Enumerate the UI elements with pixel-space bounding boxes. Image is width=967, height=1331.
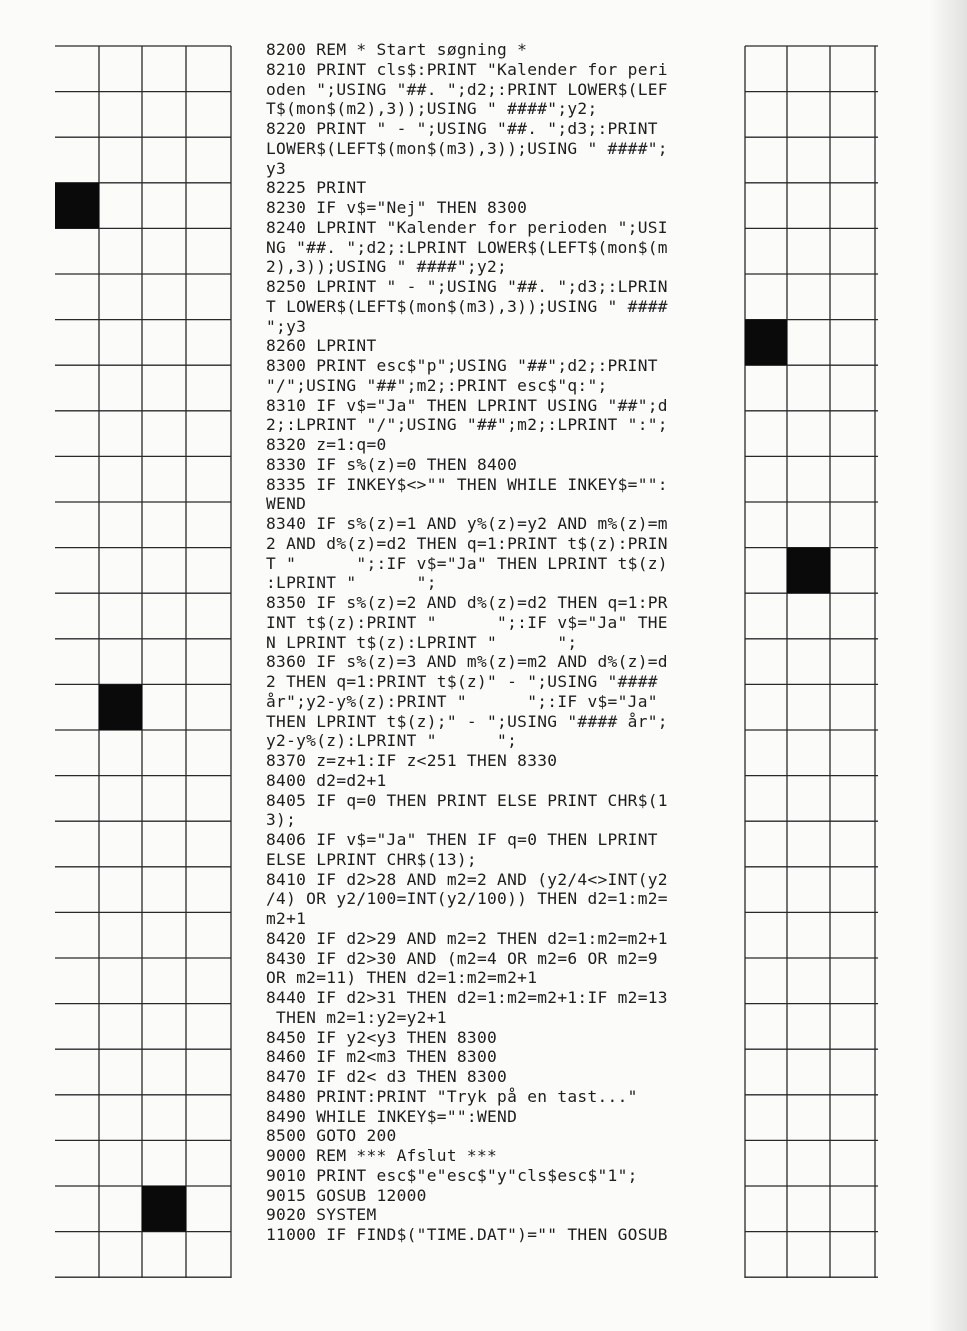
- code-line: 8320 z=1:q=0: [266, 435, 387, 454]
- code-line: 2),3));USING " ####";y2;: [266, 257, 508, 277]
- code-line: 2 AND d%(z)=d2 THEN q=1:PRINT t$(z):PRIN: [266, 533, 668, 553]
- code-line: 8340 IF s%(z)=1 AND y%(z)=y2 AND m%(z)=m: [266, 514, 668, 533]
- code-line: 8240 LPRINT "Kalender for perioden ";USI: [266, 217, 668, 237]
- code-line: 8335 IF INKEY$<>"" THEN WHILE INKEY$="":: [266, 474, 668, 494]
- code-line: 8300 PRINT esc$"p";USING "##";d2;:PRINT: [266, 356, 658, 375]
- code-line: 8250 LPRINT " - ";USING "##. ";d3;:LPRIN: [266, 277, 668, 296]
- code-line: 8410 IF d2>28 AND m2=2 AND (y2/4<>INT(y2: [266, 869, 668, 889]
- code-line: "/";USING "##";m2;:PRINT esc$"q:";: [266, 375, 608, 395]
- code-line: 9015 GOSUB 12000: [266, 1185, 427, 1205]
- code-line: 9000 REM *** Afslut ***: [266, 1146, 498, 1165]
- grid-marker-square: [745, 320, 787, 366]
- code-line: 8430 IF d2>30 AND (m2=4 OR m2=6 OR m2=9: [266, 948, 658, 968]
- code-line: LOWER$(LEFT$(mon$(m3),3));USING " ####";: [266, 138, 668, 158]
- code-line: ELSE LPRINT CHR$(13);: [266, 849, 477, 869]
- code-line: 8330 IF s%(z)=0 THEN 8400: [266, 454, 518, 474]
- code-line: 2 THEN q=1:PRINT t$(z)" - ";USING "####: [266, 672, 658, 691]
- code-line: NG "##. ";d2;:LPRINT LOWER$(LEFT$(mon$(m: [266, 237, 668, 257]
- code-line: 8200 REM * Start søgning *: [266, 40, 528, 59]
- code-line: 8210 PRINT cls$:PRINT "Kalender for peri: [266, 59, 668, 79]
- code-line: T$(mon$(m2),3));USING " ####";y2;: [266, 99, 598, 119]
- code-line: 8370 z=z+1:IF z<251 THEN 8330: [266, 751, 558, 770]
- code-line: 3);: [266, 810, 297, 830]
- code-line: ";y3: [266, 316, 307, 336]
- code-line: 8230 IF v$="Nej" THEN 8300: [266, 198, 528, 217]
- basic-code-listing: [266, 40, 736, 1245]
- code-line: 8350 IF s%(z)=2 AND d%(z)=d2 THEN q=1:PR: [266, 593, 668, 612]
- code-line: 8480 PRINT:PRINT "Tryk på en tast...": [266, 1086, 638, 1106]
- code-line: 8260 LPRINT: [266, 336, 377, 356]
- code-line: N LPRINT t$(z):LPRINT " ";: [266, 632, 578, 652]
- code-line: 8460 IF m2<m3 THEN 8300: [266, 1047, 498, 1067]
- code-line: INT t$(z):PRINT " ";:IF v$="Ja" THE: [266, 612, 668, 632]
- code-line: 8420 IF d2>29 AND m2=2 THEN d2=1:m2=m2+1: [266, 928, 668, 948]
- code-line: T LOWER$(LEFT$(mon$(m3),3));USING " ####: [266, 296, 668, 316]
- code-line: :LPRINT " ";: [266, 573, 437, 593]
- code-line: y2-y%(z):LPRINT " ";: [266, 731, 518, 751]
- code-line: 8405 IF q=0 THEN PRINT ELSE PRINT CHR$(1: [266, 790, 668, 810]
- code-line: y3: [266, 158, 287, 178]
- code-line: 8470 IF d2< d3 THEN 8300: [266, 1067, 508, 1086]
- code-line: 8310 IF v$="Ja" THEN LPRINT USING "##";d: [266, 395, 668, 415]
- code-line: WEND: [266, 494, 307, 514]
- code-line: 9010 PRINT esc$"e"esc$"y"cls$esc$"1";: [266, 1165, 638, 1185]
- code-line: T " ";:IF v$="Ja" THEN LPRINT t$(z): [266, 553, 668, 573]
- code-line: 8360 IF s%(z)=3 AND m%(z)=m2 AND d%(z)=d: [266, 652, 668, 672]
- code-line: THEN LPRINT t$(z);" - ";USING "#### år";: [266, 711, 668, 731]
- code-line: 9020 SYSTEM: [266, 1205, 377, 1225]
- code-line: OR m2=11) THEN d2=1:m2=m2+1: [266, 968, 538, 988]
- grid-marker-square: [787, 548, 830, 594]
- code-line: THEN m2=1:y2=y2+1: [266, 1007, 447, 1027]
- code-line: 11000 IF FIND$("TIME.DAT")="" THEN GOSUB: [266, 1225, 668, 1244]
- code-line: 8400 d2=d2+1: [266, 770, 387, 790]
- code-line: 8225 PRINT: [266, 178, 367, 198]
- code-line: 8440 IF d2>31 THEN d2=1:m2=m2+1:IF m2=13: [266, 988, 668, 1007]
- code-line: oden ";USING "##. ";d2;:PRINT LOWER$(LEF: [266, 79, 668, 99]
- code-line: år";y2-y%(z):PRINT " ";:IF v$="Ja": [266, 691, 658, 711]
- code-line: /4) OR y2/100=INT(y2/100)) THEN d2=1:m2=: [266, 889, 668, 909]
- code-line: 8490 WHILE INKEY$="":WEND: [266, 1106, 518, 1126]
- code-line: 8450 IF y2<y3 THEN 8300: [266, 1027, 498, 1047]
- code-line: m2+1: [266, 909, 307, 928]
- code-line: 8500 GOTO 200: [266, 1126, 397, 1146]
- code-line: 8220 PRINT " - ";USING "##. ";d3;:PRINT: [266, 119, 658, 138]
- code-line: 8406 IF v$="Ja" THEN IF q=0 THEN LPRINT: [266, 830, 658, 849]
- code-line: 2;:LPRINT "/";USING "##";m2;:LPRINT ":";: [266, 415, 668, 435]
